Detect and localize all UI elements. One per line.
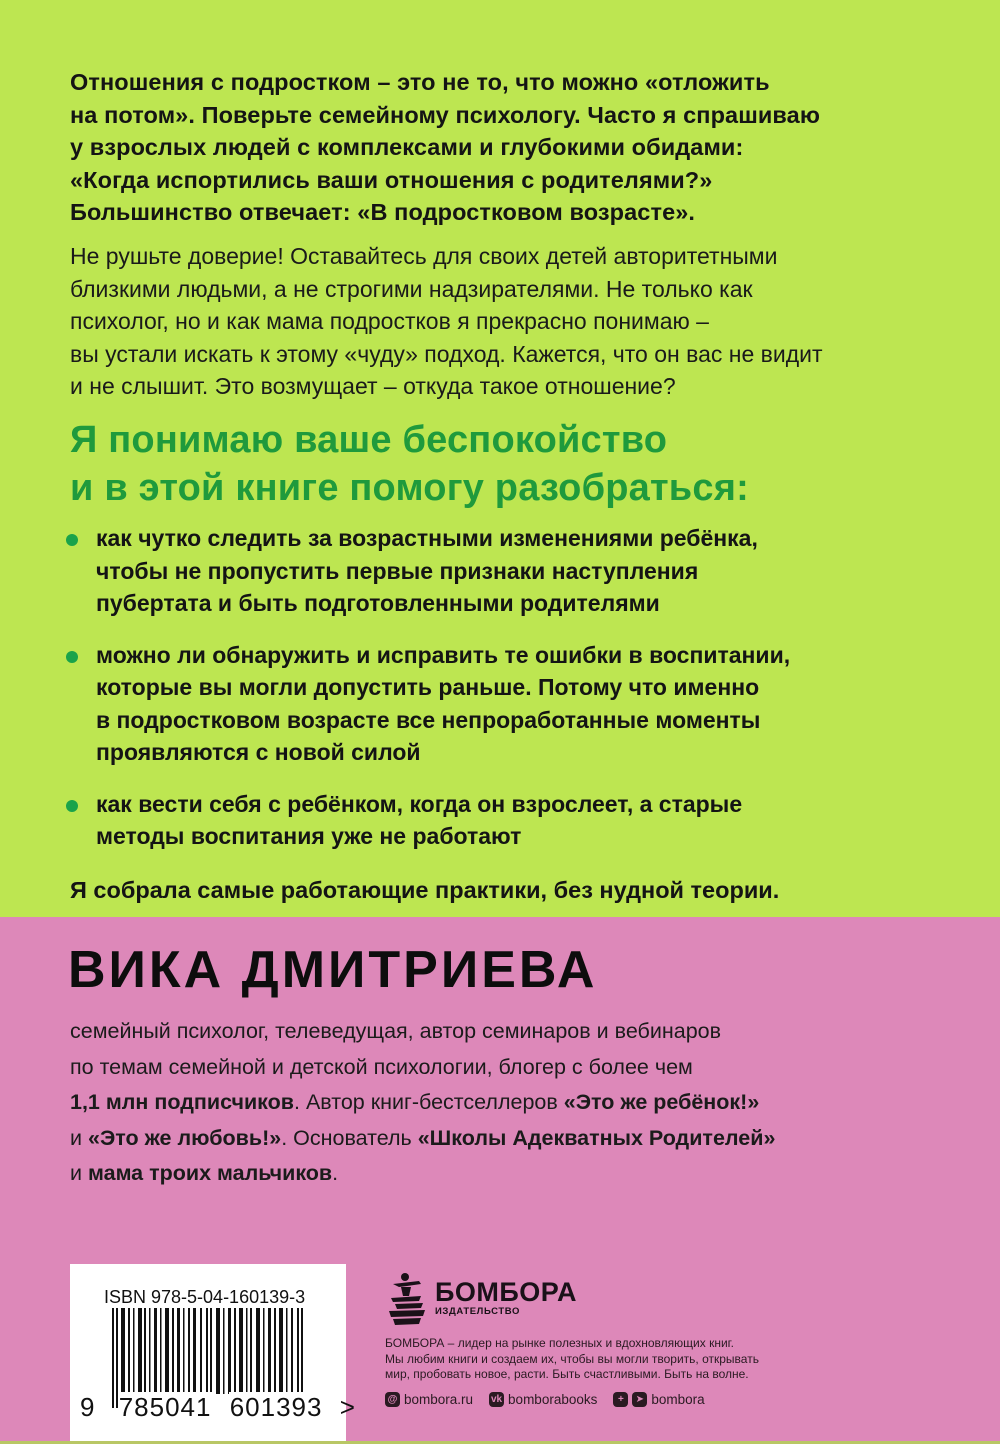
bio-text: и — [70, 1125, 88, 1150]
social-label: bombora — [651, 1391, 705, 1407]
barcode-digits — [80, 1392, 356, 1422]
isbn-label: ISBN 978-5-04-160139-3 — [104, 1287, 306, 1307]
bullet-line: методы воспитания уже не работают — [96, 823, 522, 849]
bullet-list — [66, 522, 966, 872]
bullet-line: которые вы могли допустить раньше. Потому что именно — [96, 674, 760, 700]
vk-icon: vk — [490, 1393, 503, 1405]
barcode-digit-tail: > — [339, 1392, 356, 1422]
bullet-line: в подростковом возрасте все непроработанные моменты — [96, 706, 761, 733]
heading-line: и в этой книге помогу разобраться: — [70, 467, 749, 509]
bullet-line: проявляются с новой силой — [96, 739, 421, 765]
intro-line: Отношения с подростком – это не то, что можно «отложить — [70, 69, 770, 95]
intro-line: «Когда испортились ваши отношения с родителями?» — [70, 166, 713, 193]
bullet-item — [66, 522, 966, 620]
intro-line: у взрослых людей с комплексами и глубокими обидами: — [70, 134, 744, 160]
publisher-block — [385, 1270, 805, 1407]
intro-line: Большинство отвечает: «В подростковом возрасте». — [70, 199, 696, 225]
intro-bold-text — [70, 66, 950, 229]
bullet-dot-icon — [66, 800, 78, 812]
publisher-description-line: мир, пробовать новое, расти. Быть счастливыми. Быть на волне. — [385, 1367, 749, 1381]
publisher-socials — [385, 1392, 805, 1407]
publisher-figure-icon — [385, 1270, 429, 1326]
bio-line — [70, 1156, 950, 1192]
bio-text: . Основатель — [281, 1125, 418, 1150]
plus-icon: + — [613, 1392, 628, 1407]
publisher-subtitle: ИЗДАТЕЛЬСТВО — [435, 1306, 520, 1317]
bullet-line: можно ли обнаружить и исправить те ошибки в воспитании, — [96, 641, 791, 668]
bullet-line: как чутко следить за возрастными изменениями ребёнка, — [96, 525, 758, 551]
paragraph-line: и не слышит. Это возмущает – откуда такое отношение? — [70, 373, 676, 400]
author-bio — [70, 1014, 950, 1192]
publisher-wordmark — [435, 1278, 577, 1318]
bio-line: по темам семейной и детской психологии, блогер с более чем — [70, 1054, 693, 1079]
bullet-dot-icon — [66, 651, 78, 663]
barcode-digit-group: 601393 — [229, 1392, 323, 1422]
bio-school-name: «Школы Адекватных Родителей» — [417, 1125, 776, 1150]
intro-line: на потом». Поверьте семейному психологу. Часто я спрашиваю — [70, 101, 821, 128]
bio-book-title: «Это же любовь!» — [87, 1125, 282, 1150]
social-label: bomborabooks — [508, 1391, 598, 1407]
publisher-description-line: БОМБОРА – лидер на рынке полезных и вдохновляющих книг. — [385, 1336, 734, 1350]
section-heading — [70, 416, 749, 512]
bullet-dot-icon — [66, 534, 78, 546]
paragraph-line: психолог, но и как мама подростков я прекрасно понимаю – — [70, 308, 709, 335]
publisher-logo — [385, 1270, 805, 1326]
bullet-line: как вести себя с ребёнком, когда он взрослеет, а старые — [96, 790, 743, 817]
publisher-description — [385, 1336, 805, 1383]
publisher-description-line: Мы любим книги и создаем их, чтобы вы могли творить, открывать — [385, 1351, 759, 1366]
social-label: bombora.ru — [404, 1391, 474, 1407]
bio-line — [70, 1085, 950, 1121]
social-link-vk[interactable] — [489, 1392, 597, 1407]
bullet-line: чтобы не пропустить первые признаки наступления — [96, 557, 699, 584]
social-link-telegram[interactable] — [613, 1392, 704, 1407]
body-paragraph — [70, 240, 950, 403]
heading-line: Я понимаю ваше беспокойство — [70, 419, 668, 461]
bio-text: . — [332, 1161, 339, 1185]
paragraph-line: вы устали искать к этому «чуду» подход. Кажется, что он вас не видит — [70, 340, 823, 367]
web-icon: @ — [385, 1392, 400, 1407]
bio-text: . Автор книг-бестселлеров — [294, 1090, 564, 1114]
bullet-line: пубертата и быть подготовленными родителями — [96, 590, 660, 616]
social-link-website[interactable] — [385, 1392, 473, 1407]
bio-book-title: «Это же ребёнок!» — [563, 1090, 760, 1114]
bio-emphasis: 1,1 млн подписчиков — [70, 1090, 294, 1114]
bullet-item — [66, 788, 966, 853]
author-name: ВИКА ДМИТРИЕВА — [68, 941, 598, 999]
publisher-name: БОМБОРА — [435, 1277, 577, 1307]
bullet-item — [66, 639, 966, 769]
bio-emphasis: мама троих мальчиков — [87, 1161, 333, 1185]
telegram-icon: ➤ — [632, 1392, 647, 1407]
bio-line — [70, 1121, 950, 1157]
paragraph-line: Не рушьте доверие! Оставайтесь для своих детей авторитетными — [70, 243, 778, 269]
barcode-panel — [70, 1264, 356, 1441]
bio-text: и — [70, 1161, 88, 1185]
bio-line: семейный психолог, телеведущая, автор семинаров и вебинаров — [70, 1019, 722, 1043]
barcode-digit-lead: 9 — [80, 1392, 96, 1422]
closing-statement: Я собрала самые работающие практики, без нудной теории. — [70, 877, 780, 903]
barcode-digit-group: 785041 — [118, 1392, 212, 1422]
paragraph-line: близкими людьми, а не строгими надзирателями. Не только как — [70, 275, 753, 302]
